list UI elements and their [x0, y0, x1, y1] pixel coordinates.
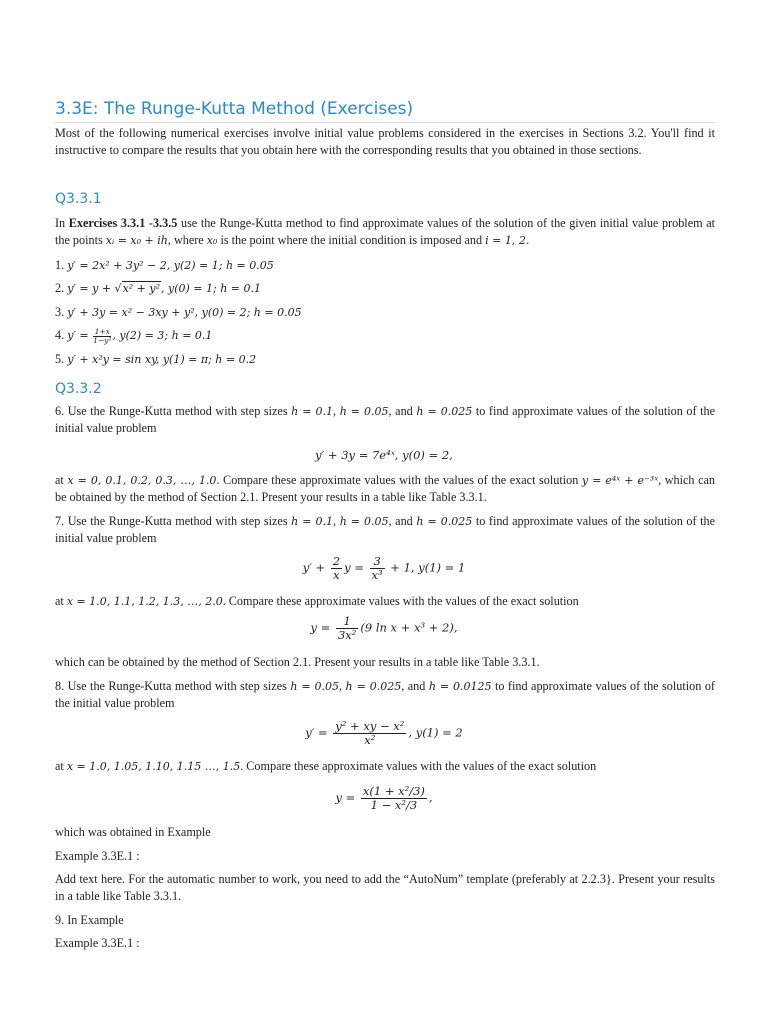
math-x0: x₀ — [206, 234, 218, 247]
exercise-range: Exercises 3.3.1 -3.3.5 — [68, 216, 178, 230]
exercise-7-after: which can be obtained by the method of Section 2.1. Present your results in a table like Table 3.3.1. — [55, 655, 540, 669]
exercise-8-solution: y = $\frac{\text{x(1 + x²/3)}}{\text{1 − x²/3}}$ , — [335, 784, 433, 812]
section-heading-q331: Q3.3.1 — [55, 191, 102, 207]
exercise-7-compare: at x = 1.0, 1.1, 1.2, 1.3, …, 2.0. Compare these approximate values with the values of the exact solution — [55, 594, 579, 608]
exercise-6-text: 6. Use the Runge-Kutta method with step sizes h = 0.1, h = 0.05, and h = 0.025 to find approximate values of the solution of the initial value problem — [55, 404, 716, 435]
exercise-item: 5. y′ + x²y = sin xy, y(1) = π; h = 0.2 — [55, 352, 257, 366]
exercise-8-compare: at x = 1.0, 1.05, 1.10, 1.15 …, 1.5. Compare these approximate values with the values of the exact solution — [55, 759, 597, 773]
example-label: Example 3.3E.1 : — [55, 849, 140, 863]
exercise-6-compare: at x = 0, 0.1, 0.2, 0.3, …, 1.0. Compare these approximate values with the values of the exact solution y = e⁴ˣ + e⁻³ˣ, which can be obtained by the method of Section 2.1. Present your results in a table like Table 3.3.1. — [55, 473, 716, 504]
exercise-item: 1. y′ = 2x² + 3y² − 2, y(2) = 1; h = 0.05 — [55, 258, 274, 272]
math-i: i = 1, 2. — [485, 234, 530, 247]
exercise-7-text: 7. Use the Runge-Kutta method with step sizes h = 0.1, h = 0.05, and h = 0.025 to find approximate values of the solution of the initial value problem — [55, 514, 716, 545]
math-points: xᵢ = x₀ + ih — [105, 234, 168, 247]
exercise-item: 3. y′ + 3y = x² − 3xy + y², y(0) = 2; h = 0.05 — [55, 305, 302, 319]
exercise-6-ivp: y′ + 3y = 7e⁴ˣ, y(0) = 2, — [315, 448, 453, 462]
page-title: 3.3E: The Runge-Kutta Method (Exercises) — [55, 99, 715, 123]
exercise-7-solution: y = $\frac{1}{\text{3x²}}$ (9 ln x + x³ + 2), — [310, 614, 458, 642]
exercise-instructions: In Exercises 3.3.1 -3.3.5 use the Runge-Kutta method to find approximate values of the solution of the given initial value problem at the points xᵢ = x₀ + ih, where x₀ is the point where the initial condition is imposed and i = 1, 2. — [55, 216, 715, 247]
example-label: Example 3.3E.1 : — [55, 936, 140, 950]
exercise-7-ivp: y′ + $\frac{2}{x}$ y = $\frac{3}{\text{x³}}$ + 1, y(1) = 1 — [302, 554, 466, 582]
exercise-8-ivp: y′ = $\frac{\text{y² + xy − x²}}{\text{x²}}$ , y(1) = 2 — [305, 719, 463, 747]
exercise-9-text: 9. In Example — [55, 913, 124, 927]
section-heading-q332: Q3.3.2 — [55, 381, 102, 397]
exercise-8-text: 8. Use the Runge-Kutta method with step sizes h = 0.05, h = 0.025, and h = 0.0125 to find approximate values of the solution of the initial value problem — [55, 679, 715, 710]
example-note: Add text here. For the automatic number to work, you need to add the “AutoNum” template (preferably at 2.2.3}. Present your results in a table like Table 3.3.1. — [55, 872, 715, 903]
exercise-item: 2. y′ = y + √x² + y², y(0) = 1; h = 0.1 — [55, 281, 262, 295]
exercise-item: 4. y′ = $\frac{1+x}{\text{1−y²}}$ , y(2) = 3; h = 0.1 — [55, 326, 213, 345]
intro-paragraph: Most of the following numerical exercises involve initial value problems considered in the exercises in Sections 3.2. You'll find it instructive to compare the results that you obtain here with the corresponding results that you obtained in those sections. — [55, 126, 715, 157]
exercise-8-after: which was obtained in Example — [55, 825, 211, 839]
